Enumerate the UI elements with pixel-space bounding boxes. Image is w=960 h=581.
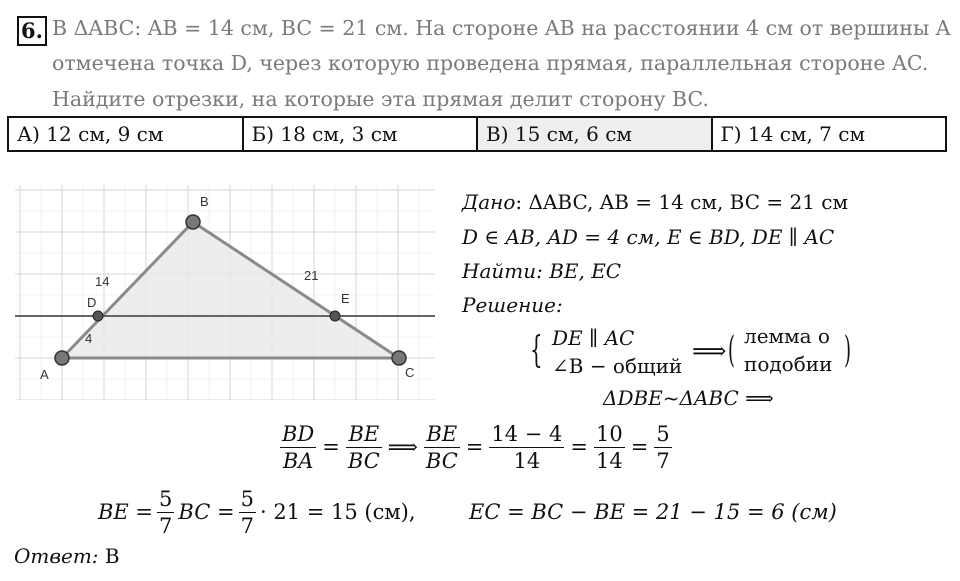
given-line-2: D ∈ AB, AD = 4 см, E ∈ BD, DE ∥ AC [462, 225, 835, 249]
given-label: Дано [462, 190, 516, 214]
problem-line-3: Найдите отрезки, на которые эта прямая делит сторону BC. [52, 87, 709, 111]
answer-label: Ответ: [14, 544, 99, 568]
system-brace: { [530, 330, 543, 371]
find-line: Найти: BE, EC [462, 259, 622, 283]
answer-option-g[interactable]: Г) 14 см, 7 см [712, 117, 947, 151]
point-b [186, 215, 200, 229]
implies-arrow: ⟹ [692, 337, 727, 365]
label-b: B [200, 194, 209, 209]
label-e: E [341, 291, 350, 306]
answer-options [7, 116, 947, 152]
point-a [55, 351, 69, 365]
label-a: A [40, 367, 49, 382]
system-line-2: ∠B − общий [552, 354, 683, 378]
answer-option-a[interactable]: А) 12 см, 9 см [8, 117, 243, 151]
label-d: D [87, 295, 97, 310]
ratio-equation: $\frac{BD}{BA}$ = $\frac{BE}{BC}$ ⟹ $\frac{BE}{BC}$ = $\frac{14 - 4}{14}$ = $\frac{10}{14}$ = $\frac{5}{7}$ [282, 421, 670, 473]
problem-line-2: отмечена точка D, через которую проведена прямая, параллельная стороне AC. [52, 51, 929, 75]
answer-option-b[interactable]: Б) 18 см, 3 см [243, 117, 478, 151]
answer-line [14, 542, 120, 570]
triangle-diagram [15, 185, 435, 400]
problem-number: 6. [17, 16, 47, 46]
label-ab-length: 14 [95, 274, 110, 289]
similarity-line: ΔDBE~ΔABC ⟹ [603, 386, 774, 410]
system-line-1: DE ∥ AC [552, 326, 635, 350]
lemma-line-1: лемма о [744, 324, 830, 348]
be-equation: BE = $\frac{5}{7}$ BC = $\frac{5}{7}$ · 21 = 15 (см), [98, 486, 416, 538]
given-line-1: Дано: ΔABC, AB = 14 см, BC = 21 см [462, 190, 849, 214]
label-c: C [405, 365, 415, 380]
problem-line-1: В ΔABC: AB = 14 см, BC = 21 см. На стороне AB на расстоянии 4 см от вершины A [52, 16, 951, 40]
answer-option-v[interactable]: В) 15 см, 6 см [477, 117, 712, 151]
point-d [93, 311, 103, 321]
paren-right: ) [844, 330, 852, 371]
answer-value: В [104, 544, 120, 568]
ec-equation: EC = BC − BE = 21 − 15 = 6 (см) [469, 500, 837, 524]
solution-label: Решение: [462, 293, 563, 317]
point-c [392, 351, 406, 365]
lemma-line-2: подобии [744, 352, 833, 376]
point-e [330, 311, 340, 321]
paren-left: ( [728, 330, 736, 371]
label-ad-length: 4 [85, 331, 93, 346]
label-bc-length: 21 [304, 268, 319, 283]
